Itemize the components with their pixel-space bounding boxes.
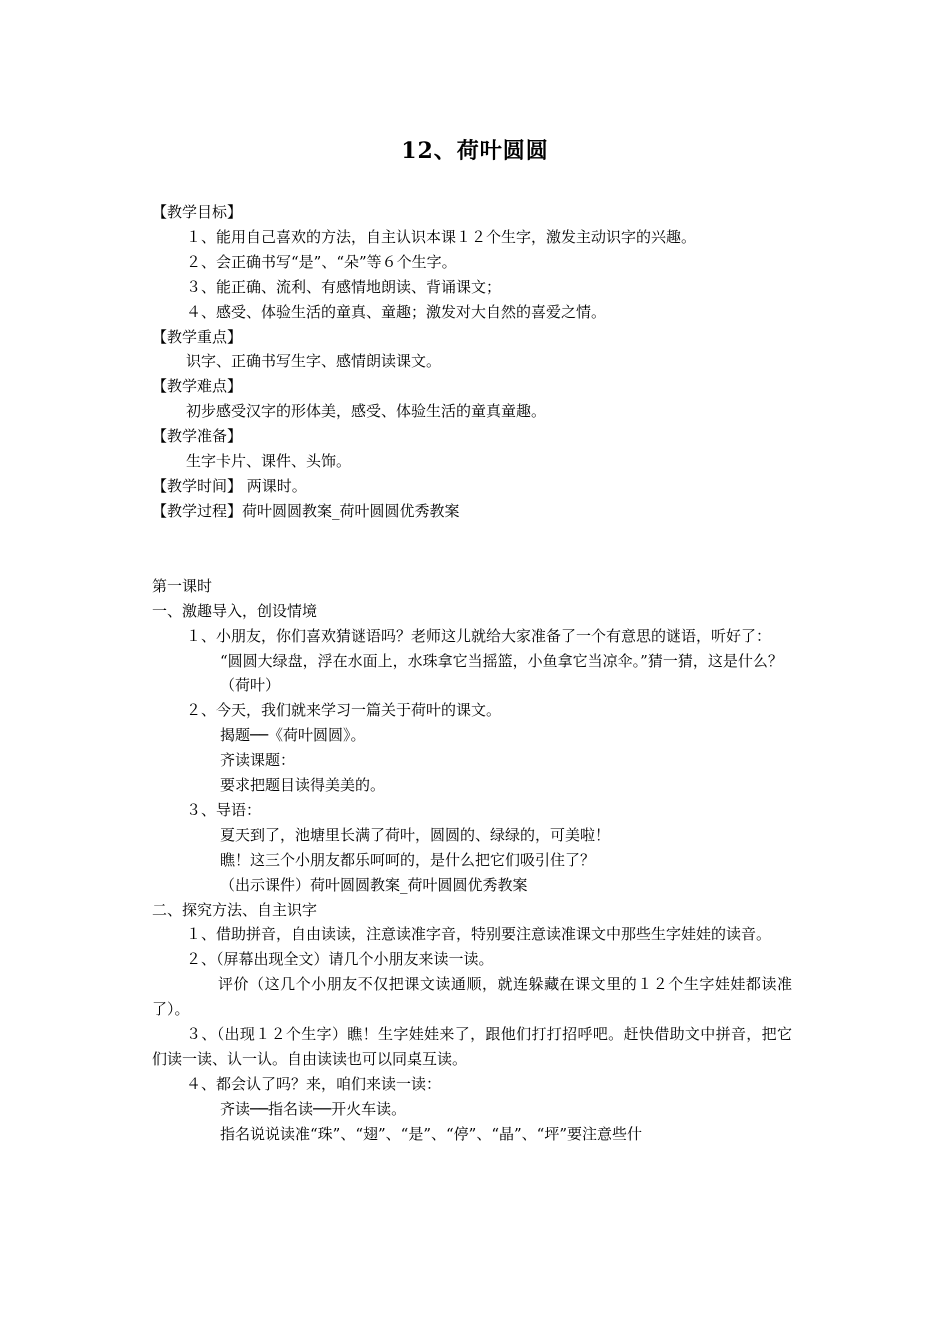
section-heading: 【教学目标】 xyxy=(152,203,243,221)
text-line: 初步感受汉字的形体美，感受、体验生活的童真童趣。 xyxy=(186,402,547,421)
text-line: １、能用自己喜欢的方法，自主认识本课１２个生字，激发主动识字的兴趣。 xyxy=(186,227,697,246)
paragraph: １、小朋友，你们喜欢猜谜语吗？老师这儿就给大家准备了一个有意思的谜语，听好了： xyxy=(186,626,772,645)
text-line: 揭题──《荷叶圆圆》。 xyxy=(220,726,366,745)
text-line: 瞧！这三个小朋友都乐呵呵的，是什么把它们吸引住了？ xyxy=(220,850,596,869)
part-heading: 一、激趣导入，创设情境 xyxy=(152,601,318,620)
text-line: 指名说说读准“珠”、“翅”、“是”、“停”、“晶”、“坪”要注意些什 xyxy=(220,1124,643,1143)
section-heading: 【教学难点】 xyxy=(152,377,243,396)
text-line: （荷叶） xyxy=(220,676,281,695)
section-heading: 【教学过程】荷叶圆圆教案_荷叶圆圆优秀教案 xyxy=(152,501,460,520)
spacer xyxy=(152,524,792,574)
paragraph: ３、（出现１２个生字）瞧！生字娃娃来了，跟他们打打招呼吧。赶快借助文中拼音，把它们读一读、认一认。自由读读也可以同桌互读。 xyxy=(152,1025,792,1068)
text-line: ４、都会认了吗？来，咱们来读一读： xyxy=(186,1074,442,1093)
paragraph: １、借助拼音，自由读读，注意读准字音，特别要注意读准课文中那些生字娃娃的读音。 xyxy=(186,925,772,944)
section-heading: 【教学重点】 xyxy=(152,327,243,346)
text-line: 要求把题目读得美美的。 xyxy=(220,776,386,795)
paragraph: “圆圆大绿盘，浮在水面上，水珠拿它当摇篮，小鱼拿它当凉伞。”猜一猜，这是什么？ xyxy=(220,651,783,670)
text-line: 识字、正确书写生字、感情朗读课文。 xyxy=(186,352,442,371)
paragraph: 评价（这几个小朋友不仅把课文读通顺，就连躲藏在课文里的１２个生字娃娃都读准了）。 xyxy=(152,975,792,1019)
text-line: 齐读课题： xyxy=(220,751,296,770)
document-body xyxy=(152,200,792,1147)
section-heading: 【教学时间】 两课时。 xyxy=(152,476,307,495)
text-line: ４、感受、体验生活的童真、童趣；激发对大自然的喜爱之情。 xyxy=(186,302,607,321)
text-line: （出示课件）荷叶圆圆教案_荷叶圆圆优秀教案 xyxy=(220,875,528,894)
document-title: 12、荷叶圆圆 xyxy=(401,138,549,164)
section-heading: 【教学准备】 xyxy=(152,427,243,446)
text-line: 生字卡片、课件、头饰。 xyxy=(186,452,352,471)
text-line: 齐读──指名读──开火车读。 xyxy=(220,1099,407,1118)
text-line: 夏天到了，池塘里长满了荷叶，圆圆的、绿绿的，可美啦！ xyxy=(220,825,611,844)
text-line: ２、会正确书写“是”、“朵”等６个生字。 xyxy=(186,252,457,271)
text-line: ２、（屏幕出现全文）请几个小朋友来读一读。 xyxy=(186,950,494,969)
lesson-heading: 第一课时 xyxy=(152,576,213,595)
text-line: ３、导语： xyxy=(186,800,262,819)
text-line: ２、今天，我们就来学习一篇关于荷叶的课文。 xyxy=(186,701,502,720)
text-line: ３、能正确、流利、有感情地朗读、背诵课文； xyxy=(186,277,502,296)
part-heading: 二、探究方法、自主识字 xyxy=(152,900,318,919)
